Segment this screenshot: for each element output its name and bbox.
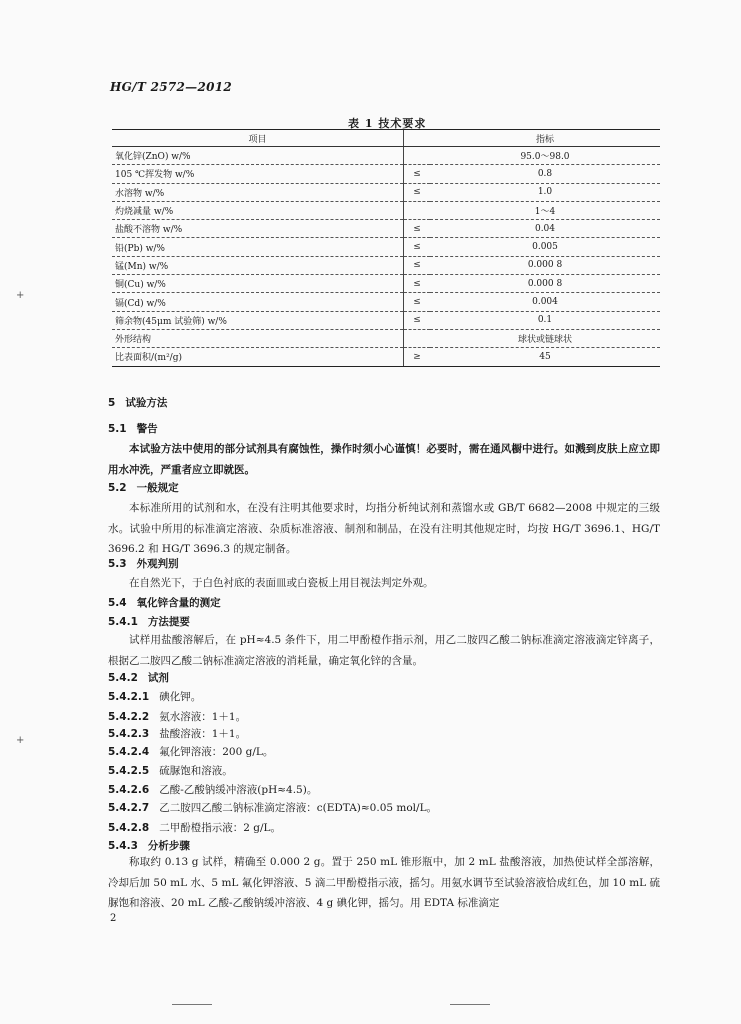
reagent-text: 乙酸-乙酸钠缓冲溶液(pH≈4.5)。 — [159, 784, 318, 796]
section-title: 分析步骤 — [147, 840, 190, 852]
reagent-item — [108, 821, 281, 835]
section-5-heading — [108, 396, 167, 410]
row-value: 1.0 — [430, 183, 660, 201]
row-item: 筛余物(45μm 试验筛) w/% — [112, 311, 404, 329]
row-item: 盐酸不溶物 w/% — [112, 220, 404, 238]
section-5-4-heading — [108, 596, 221, 610]
header-item: 项目 — [112, 130, 404, 147]
reagent-text: 碘化钾。 — [159, 691, 202, 703]
table-row — [112, 256, 660, 274]
reagent-item — [108, 710, 246, 724]
reagent-item — [108, 690, 201, 704]
section-number: 5.4 — [108, 597, 127, 609]
section-5-4-1-heading — [108, 615, 190, 629]
reagent-item — [108, 727, 246, 741]
row-item: 水溶物 w/% — [112, 183, 404, 201]
table-row — [112, 220, 660, 238]
appearance-paragraph: 在自然光下，于白色衬底的表面皿或白瓷板上用目视法判定外观。 — [129, 577, 434, 589]
table-header-row — [112, 130, 660, 147]
row-op: ≤ — [404, 275, 431, 293]
scan-mark: + — [16, 290, 25, 301]
scan-mark: + — [16, 735, 25, 746]
section-title: 警告 — [136, 423, 158, 435]
section-title: 试剂 — [147, 672, 169, 684]
reagent-text: 硫脲饱和溶液。 — [159, 765, 233, 777]
procedure-paragraph: 称取约 0.13 g 试样，精确至 0.000 2 g。置于 250 mL 锥形瓶中，加 2 mL 盐酸溶液，加热使试样全部溶解，冷却后加 50 mL 水、5 mL 氟化钾溶液、5 滴二甲酚橙指示液，摇匀。用氨水调节至试验溶液恰成红色，加 10 mL 硫脲饱和溶液、20 mL 乙酸-乙酸钠缓冲溶液、4 g 碘化钾，摇匀。用 EDTA 标准滴定 — [108, 856, 660, 909]
row-value: 95.0～98.0 — [430, 147, 660, 165]
section-number: 5.3 — [108, 558, 127, 570]
row-op — [404, 147, 431, 165]
section-title: 一般规定 — [136, 482, 179, 494]
row-value: 0.004 — [430, 293, 660, 311]
reagent-text: 乙二胺四乙酸二钠标准滴定溶液：c(EDTA)≈0.05 mol/L。 — [159, 802, 438, 814]
reagent-item — [108, 745, 273, 759]
spec-table — [112, 129, 660, 367]
row-value: 0.005 — [430, 238, 660, 256]
warning-paragraph: 本试验方法中使用的部分试剂具有腐蚀性，操作时须小心谨慎！必要时，需在通风橱中进行。如溅到皮肤上应立即用水冲洗，严重者应立即就医。 — [108, 443, 660, 476]
section-number: 5.4.3 — [108, 840, 138, 852]
section-title: 氧化锌含量的测定 — [136, 597, 221, 609]
row-op: ≤ — [404, 220, 431, 238]
reagent-text: 氨水溶液：1＋1。 — [159, 711, 247, 723]
principle-paragraph: 试样用盐酸溶解后，在 pH≈4.5 条件下，用二甲酚橙作指示剂，用乙二胺四乙酸二钠标准滴定溶液滴定锌离子，根据乙二胺四乙酸二钠标准滴定溶液的消耗量，确定氧化锌的含量。 — [108, 634, 660, 667]
section-number: 5.4.1 — [108, 616, 138, 628]
reagent-number: 5.4.2.4 — [108, 746, 150, 758]
table-row — [112, 183, 660, 201]
reagent-number: 5.4.2.6 — [108, 784, 150, 796]
reagent-number: 5.4.2.3 — [108, 728, 150, 740]
reagent-number: 5.4.2.8 — [108, 822, 150, 834]
table-row — [112, 293, 660, 311]
row-value: 球状或链球状 — [430, 329, 660, 347]
row-op: ≤ — [404, 165, 431, 183]
row-op: ≤ — [404, 238, 431, 256]
reagent-number: 5.4.2.1 — [108, 691, 150, 703]
table-row — [112, 147, 660, 165]
row-op — [404, 329, 431, 347]
table-row — [112, 348, 660, 366]
row-value: 0.1 — [430, 311, 660, 329]
spec-table-wrapper — [112, 129, 660, 367]
row-item: 外形结构 — [112, 329, 404, 347]
reagent-text: 二甲酚橙指示液：2 g/L。 — [159, 822, 281, 834]
row-item: 氧化锌(ZnO) w/% — [112, 147, 404, 165]
standard-number: HG/T 2572—2012 — [110, 80, 233, 94]
reagent-number: 5.4.2.5 — [108, 765, 150, 777]
section-5-2-heading — [108, 481, 179, 495]
section-5-4-2-heading — [108, 671, 169, 685]
table-row — [112, 165, 660, 183]
table-row — [112, 275, 660, 293]
header-value: 指标 — [430, 130, 660, 147]
row-item: 灼烧减量 w/% — [112, 201, 404, 219]
page-number: 2 — [110, 913, 117, 924]
row-op: ≤ — [404, 183, 431, 201]
row-item: 锰(Mn) w/% — [112, 256, 404, 274]
row-op: ≥ — [404, 348, 431, 366]
header-op — [404, 130, 431, 147]
row-item: 镉(Cd) w/% — [112, 293, 404, 311]
table-row — [112, 238, 660, 256]
row-value: 0.000 8 — [430, 275, 660, 293]
table-row — [112, 201, 660, 219]
scan-line — [172, 1004, 212, 1005]
row-value: 0.8 — [430, 165, 660, 183]
section-number: 5.2 — [108, 482, 127, 494]
section-5-1-heading — [108, 422, 158, 436]
row-item: 铅(Pb) w/% — [112, 238, 404, 256]
row-value: 45 — [430, 348, 660, 366]
section-number: 5.1 — [108, 423, 127, 435]
row-item: 比表面积/(m²/g) — [112, 348, 404, 366]
section-number: 5 — [108, 397, 116, 409]
table-title: 表 1 技术要求 — [348, 117, 427, 130]
reagent-item — [108, 783, 317, 797]
reagent-item — [108, 801, 437, 815]
reagent-text: 盐酸溶液：1＋1。 — [159, 728, 247, 740]
section-number: 5.4.2 — [108, 672, 138, 684]
row-value: 1～4 — [430, 201, 660, 219]
reagent-text: 氟化钾溶液：200 g/L。 — [159, 746, 274, 758]
row-op: ≤ — [404, 256, 431, 274]
row-value: 0.04 — [430, 220, 660, 238]
section-title: 外观判别 — [136, 558, 179, 570]
row-op — [404, 201, 431, 219]
row-item: 铜(Cu) w/% — [112, 275, 404, 293]
reagent-number: 5.4.2.2 — [108, 711, 150, 723]
row-op: ≤ — [404, 293, 431, 311]
table-row — [112, 329, 660, 347]
row-value: 0.000 8 — [430, 256, 660, 274]
row-item: 105 ℃挥发物 w/% — [112, 165, 404, 183]
section-title: 方法提要 — [147, 616, 190, 628]
table-row — [112, 311, 660, 329]
row-op: ≤ — [404, 311, 431, 329]
reagent-number: 5.4.2.7 — [108, 802, 150, 814]
section-title: 试验方法 — [125, 397, 168, 409]
section-5-3-heading — [108, 557, 179, 571]
reagent-item — [108, 764, 233, 778]
section-5-4-3-heading — [108, 839, 190, 853]
scan-line — [450, 1004, 490, 1005]
general-paragraph: 本标准所用的试剂和水，在没有注明其他要求时，均指分析纯试剂和蒸馏水或 GB/T 6682—2008 中规定的三级水。试验中所用的标准滴定溶液、杂质标准溶液、制剂和制品，在没有注明其他规定时，均按 HG/T 3696.1、HG/T 3696.2 和 HG/T 3696.3 的规定制备。 — [108, 502, 660, 555]
